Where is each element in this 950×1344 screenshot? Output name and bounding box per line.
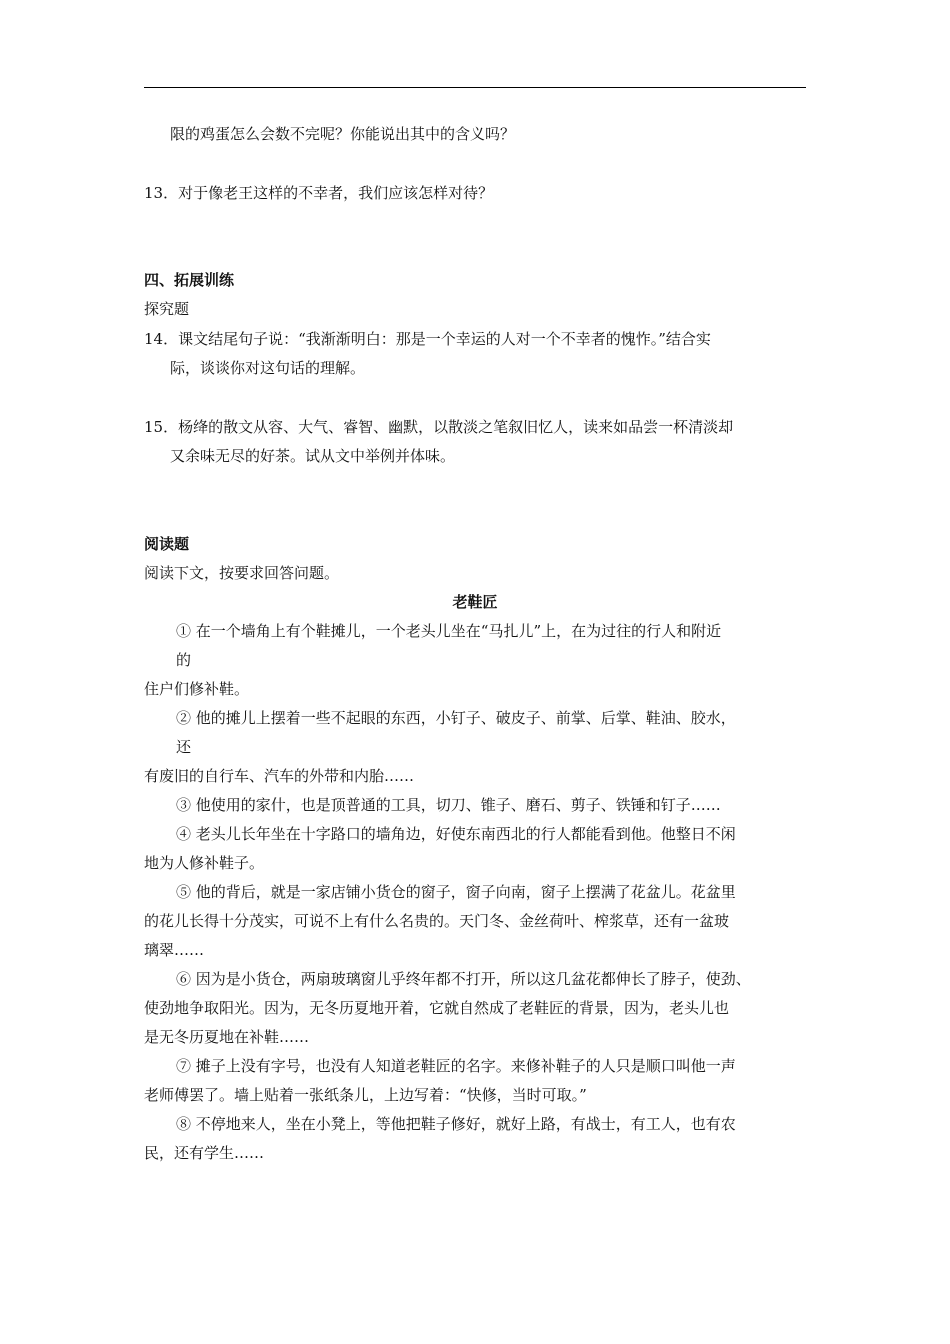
paragraph-2-cont: 有废旧的自行车、汽车的外带和内胎…… bbox=[144, 767, 415, 785]
header-rule bbox=[144, 87, 806, 88]
paragraph-5: ⑤ 他的背后，就是一家店铺小货仓的窗子，窗子向南，窗子上摆满了花盆儿。花盆里 bbox=[176, 883, 736, 901]
paragraph-1: ① 在一个墙角上有个鞋摊儿，一个老头儿坐在“马扎儿”上，在为过往的行人和附近 bbox=[176, 622, 722, 640]
paragraph-3: ③ 他使用的家什，也是顶普通的工具，切刀、锥子、磨石、剪子、铁锤和钉子…… bbox=[176, 796, 721, 814]
paragraph-6-cont: 是无冬历夏地在补鞋…… bbox=[144, 1028, 310, 1046]
paragraph-6: ⑥ 因为是小货仓，两扇玻璃窗儿乎终年都不打开，所以这几盆花都伸长了脖子，使劲、 bbox=[176, 970, 751, 988]
article-title: 老鞋匠 bbox=[452, 593, 498, 611]
paragraph-4: ④ 老头儿长年坐在十字路口的墙角边，好使东南西北的行人都能看到他。他整日不闲 bbox=[176, 825, 736, 843]
paragraph-7: ⑦ 摊子上没有字号，也没有人知道老鞋匠的名字。来修补鞋子的人只是顺口叫他一声 bbox=[176, 1057, 736, 1075]
section-heading: 四、拓展训练 bbox=[144, 271, 235, 289]
paragraph-2: ② 他的摊儿上摆着一些不起眼的东西，小钉子、破皮子、前掌、后掌、鞋油、胶水， bbox=[176, 709, 736, 727]
paragraph-1-cont: 的 bbox=[176, 651, 192, 669]
paragraph-8-cont: 民，还有学生…… bbox=[144, 1144, 265, 1162]
question-15: 15．杨绛的散文从容、大气、睿智、幽默，以散淡之笔叙旧忆人，读来如品尝一杯清淡却 bbox=[144, 418, 734, 436]
paragraph-7-cont: 老师傅罢了。墙上贴着一张纸条儿，上边写着：“快修，当时可取。” bbox=[144, 1086, 587, 1104]
paragraph-2-cont: 还 bbox=[176, 738, 192, 756]
reading-heading: 阅读题 bbox=[144, 535, 190, 553]
paragraph-6-cont: 使劲地争取阳光。因为，无冬历夏地开着，它就自然成了老鞋匠的背景，因为，老头儿也 bbox=[144, 999, 730, 1017]
question-13: 13．对于像老王这样的不幸者，我们应该怎样对待？ bbox=[144, 184, 494, 202]
subheading-explore: 探究题 bbox=[144, 300, 190, 318]
question-15-cont: 又余味无尽的好茶。试从文中举例并体味。 bbox=[170, 447, 456, 465]
paragraph-4-cont: 地为人修补鞋子。 bbox=[144, 854, 265, 872]
question-14-cont: 际，谈谈你对这句话的理解。 bbox=[170, 359, 366, 377]
paragraph-8: ⑧ 不停地来人，坐在小凳上，等他把鞋子修好，就好上路，有战士，有工人，也有农 bbox=[176, 1115, 736, 1133]
paragraph-1-cont: 住户们修补鞋。 bbox=[144, 680, 250, 698]
reading-instruction: 阅读下文，按要求回答问题。 bbox=[144, 564, 340, 582]
text-line: 限的鸡蛋怎么会数不完呢？你能说出其中的含义吗？ bbox=[170, 125, 516, 143]
question-14: 14．课文结尾句子说：“我渐渐明白：那是一个幸运的人对一个不幸者的愧怍。”结合实 bbox=[144, 330, 711, 348]
paragraph-5-cont: 璃翠…… bbox=[144, 941, 205, 959]
paragraph-5-cont: 的花儿长得十分茂实，可说不上有什么名贵的。天门冬、金丝荷叶、榨浆草，还有一盆玻 bbox=[144, 912, 730, 930]
